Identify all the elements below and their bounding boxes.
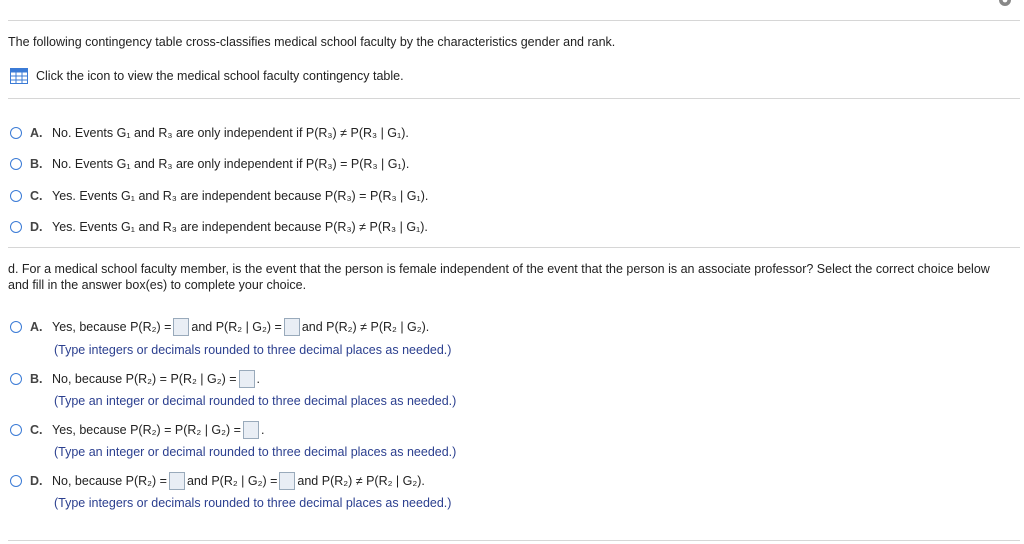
radio-button[interactable]	[10, 321, 22, 333]
part-d-option-b-hint: (Type an integer or decimal rounded to three decimal places as needed.)	[54, 394, 457, 408]
answer-box[interactable]	[284, 318, 300, 336]
part-c-option-c[interactable]: C. Yes. Events G₁ and R₃ are independent because P(R₃) = P(R₃ | G₁).	[10, 189, 428, 203]
part-c-option-d[interactable]: D. Yes. Events G₁ and R₃ are independent because P(R₃) ≠ P(R₃ | G₁).	[10, 220, 428, 234]
table-icon[interactable]	[10, 68, 28, 84]
section-divider-1	[8, 98, 1020, 99]
intro-text: The following contingency table cross-classifies medical school faculty by the characteristics gender and rank.	[8, 35, 616, 49]
gear-icon[interactable]	[994, 0, 1016, 10]
table-link[interactable]	[10, 68, 404, 84]
top-bar	[0, 0, 1024, 20]
answer-box[interactable]	[243, 421, 259, 439]
part-c-option-b[interactable]: B. No. Events G₁ and R₃ are only independent if P(R₃) = P(R₃ | G₁).	[10, 157, 409, 171]
answer-box[interactable]	[173, 318, 189, 336]
top-divider	[8, 20, 1020, 21]
answer-box[interactable]	[239, 370, 255, 388]
radio-button[interactable]	[10, 373, 22, 385]
radio-button[interactable]	[10, 475, 22, 487]
bottom-divider	[8, 540, 1020, 541]
radio-button[interactable]	[10, 190, 22, 202]
radio-button[interactable]	[10, 424, 22, 436]
section-divider-2	[8, 247, 1020, 248]
radio-button[interactable]	[10, 221, 22, 233]
answer-box[interactable]	[169, 472, 185, 490]
part-d-option-c-hint: (Type an integer or decimal rounded to three decimal places as needed.)	[54, 445, 457, 459]
part-c-option-a[interactable]: A. No. Events G₁ and R₃ are only independent if P(R₃) ≠ P(R₃ | G₁).	[10, 126, 409, 140]
answer-box[interactable]	[279, 472, 295, 490]
radio-button[interactable]	[10, 127, 22, 139]
part-d-option-a-hint: (Type integers or decimals rounded to three decimal places as needed.)	[54, 343, 452, 357]
part-d-option-d-hint: (Type integers or decimals rounded to three decimal places as needed.)	[54, 496, 452, 510]
part-d-option-d[interactable]: D. No, because P(R₂) = and P(R₂ | G₂) = and P(R₂) ≠ P(R₂ | G₂).	[10, 472, 425, 490]
table-link-text[interactable]: Click the icon to view the medical school faculty contingency table.	[36, 69, 404, 83]
part-d-option-b[interactable]: B. No, because P(R₂) = P(R₂ | G₂) = .	[10, 370, 260, 388]
part-d-option-a[interactable]: A. Yes, because P(R₂) = and P(R₂ | G₂) = and P(R₂) ≠ P(R₂ | G₂).	[10, 318, 429, 336]
radio-button[interactable]	[10, 158, 22, 170]
part-d-question: d. For a medical school faculty member, is the event that the person is female independent of the event that the person is an associate professor? Select the correct choice below and fill in the answer box(es) to complete your choice.	[8, 262, 990, 292]
part-d-option-c[interactable]: C. Yes, because P(R₂) = P(R₂ | G₂) = .	[10, 421, 264, 439]
